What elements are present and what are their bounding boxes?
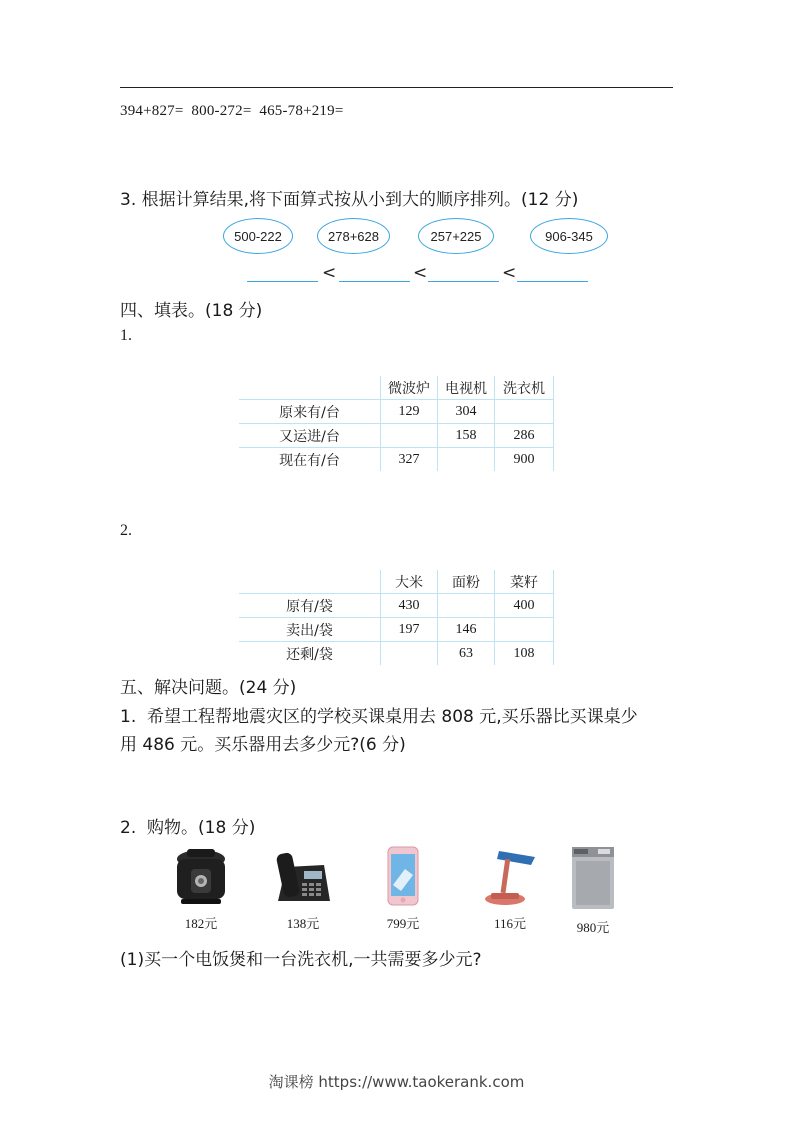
grain-table xyxy=(239,570,554,665)
calculation-line: 394+827= 800-272= 465-78+219= xyxy=(120,103,344,119)
expression-oval-3: 257+225 xyxy=(418,218,494,254)
table-header-cell: 面粉 xyxy=(438,570,495,594)
table-cell[interactable]: 146 xyxy=(438,618,495,642)
top-rule xyxy=(120,87,673,88)
table-row xyxy=(239,642,554,666)
table-cell[interactable] xyxy=(381,642,438,666)
table-row xyxy=(239,424,554,448)
row-label: 现在有/台 xyxy=(239,448,381,472)
table-cell xyxy=(239,376,381,400)
problem-2-title: 2. 购物。(18 分) xyxy=(120,818,256,838)
table-cell[interactable]: 430 xyxy=(381,594,438,618)
expression-oval-1: 500-222 xyxy=(223,218,293,254)
table-row xyxy=(239,448,554,472)
expression-oval-4: 906-345 xyxy=(530,218,608,254)
row-label: 还剩/袋 xyxy=(239,642,381,666)
row-label: 又运进/台 xyxy=(239,424,381,448)
table-cell[interactable]: 129 xyxy=(381,400,438,424)
product-price: 980元 xyxy=(576,920,610,935)
less-than-sign: < xyxy=(322,263,337,283)
table-cell[interactable]: 108 xyxy=(495,642,554,666)
table-cell[interactable] xyxy=(438,448,495,472)
section-4-item-2-label: 2. xyxy=(120,522,132,539)
expression-oval-2: 278+628 xyxy=(317,218,390,254)
table-header-cell: 洗衣机 xyxy=(495,376,554,400)
footer-watermark: 淘课榜 https://www.taokerank.com xyxy=(268,1073,525,1091)
desk-lamp-icon xyxy=(481,892,539,911)
row-label: 原来有/台 xyxy=(239,400,381,424)
appliance-table xyxy=(239,376,554,471)
product-rice-cooker xyxy=(172,845,230,932)
product-price: 182元 xyxy=(184,916,218,931)
product-price: 138元 xyxy=(286,916,320,931)
product-telephone xyxy=(272,845,334,932)
product-price: 799元 xyxy=(386,916,420,931)
product-mobile-phone xyxy=(380,845,426,932)
row-label: 原有/袋 xyxy=(239,594,381,618)
product-washing-machine xyxy=(566,845,620,936)
question-3-title: 3. 根据计算结果,将下面算式按从小到大的顺序排列。(12 分) xyxy=(120,190,579,210)
table-cell[interactable]: 197 xyxy=(381,618,438,642)
table-row xyxy=(239,618,554,642)
table-cell[interactable] xyxy=(495,618,554,642)
table-row xyxy=(239,400,554,424)
answer-blank-1[interactable] xyxy=(247,281,318,282)
table-header-cell: 菜籽 xyxy=(495,570,554,594)
section-4-item-1-label: 1. xyxy=(120,327,132,344)
problem-1-line-1: 1. 希望工程帮地震灾区的学校买课桌用去 808 元,买乐器比买课桌少 xyxy=(120,707,638,727)
table-row xyxy=(239,594,554,618)
section-5-title: 五、解决问题。(24 分) xyxy=(120,678,297,698)
table-cell[interactable]: 286 xyxy=(495,424,554,448)
problem-2-question-1: (1)买一个电饭煲和一台洗衣机,一共需要多少元? xyxy=(120,950,482,970)
less-than-sign: < xyxy=(413,263,428,283)
row-label: 卖出/袋 xyxy=(239,618,381,642)
table-cell[interactable] xyxy=(495,400,554,424)
less-than-sign: < xyxy=(502,263,517,283)
table-header-row xyxy=(239,570,554,594)
rice-cooker-icon xyxy=(173,892,229,911)
table-cell[interactable]: 63 xyxy=(438,642,495,666)
table-header-cell: 微波炉 xyxy=(381,376,438,400)
table-header-cell: 电视机 xyxy=(438,376,495,400)
table-cell[interactable]: 900 xyxy=(495,448,554,472)
product-desk-lamp xyxy=(480,845,540,932)
answer-blank-2[interactable] xyxy=(339,281,410,282)
telephone-icon xyxy=(272,892,334,911)
table-cell[interactable] xyxy=(438,594,495,618)
mobile-phone-icon xyxy=(383,892,423,911)
table-cell[interactable] xyxy=(381,424,438,448)
table-cell[interactable]: 400 xyxy=(495,594,554,618)
table-cell[interactable]: 327 xyxy=(381,448,438,472)
table-cell[interactable]: 304 xyxy=(438,400,495,424)
table-header-cell: 大米 xyxy=(381,570,438,594)
product-price: 116元 xyxy=(493,916,527,931)
answer-blank-3[interactable] xyxy=(428,281,499,282)
washing-machine-icon xyxy=(568,896,618,915)
section-4-title: 四、填表。(18 分) xyxy=(120,301,263,321)
answer-blank-4[interactable] xyxy=(517,281,588,282)
problem-1-line-2: 用 486 元。买乐器用去多少元?(6 分) xyxy=(120,735,406,755)
table-header-row xyxy=(239,376,554,400)
table-cell[interactable]: 158 xyxy=(438,424,495,448)
table-cell xyxy=(239,570,381,594)
